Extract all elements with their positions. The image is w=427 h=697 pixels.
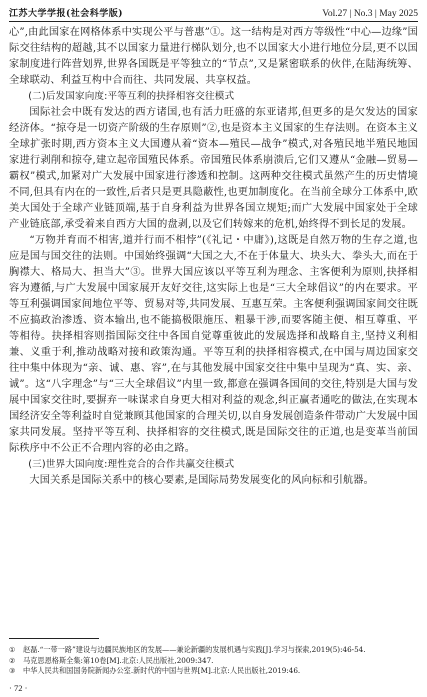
section-heading: (二)后发国家向度:平等互利的抉择相容交往模式: [28, 91, 235, 102]
footnote: [9, 666, 418, 677]
paragraph: 大国关系是国际关系中的核心要素,是国际局势发展变化的风向标和引航器。: [29, 475, 374, 486]
footnote: [9, 645, 418, 656]
paragraph: “万物并育而不相害,道并行而不相悖”(《礼记・中庸》),这既是自然万物的生存之道,也应是国与国交往的法则。中国始终强调“大国之大,不在于体量大、块头大、拳头大,而在于胸襟大、格局大、担当大”③。世界大国应该以平等互利为理念、主客便利为原则,抉择相容为遵循,与广大发展中国家展开友好交往,这实际上也是“三大全球倡议”的内在要求。平等互利强调国家间地位平等、贸易对等,共同发展、互惠互荣。主客便利强调国家间交往既不应搞政治渗透、资本输出,也不能搞极限施压、粗暴干涉,而要客随主便、相互尊重、平等相待。抉择相容则指国际交往中各国自觉尊重彼此的发展选择和战略自主,坚持义利相兼、义重于利,推动战略对接和政策沟通。平等互利的抉择相容模式,在中国与周边国家交往中集中体现为“亲、诚、惠、容”,在与其他发展中国家交往中集中呈现为“真、实、亲、诚”。这“八字理念”与“三大全球倡议”内里一致,都意在强调各国间的交往,特别是大国与发展中国家交往时,要摒弃一味谋求自身更大相对利益的观念,纠正赢者通吃的做法,在实现本国经济安全等利益时自觉兼顾其他国家的合理关切,以自身发展创造条件带动广大发展中国家共同发展。坚持平等互利、抉择相容的交往模式,既是国际交往的正道,也是变革当前国际秩序中不公正不合理内容的必由之路。: [9, 235, 418, 454]
journal-title: 江苏大学学报(社会科学版): [9, 9, 124, 19]
section-heading: (三)世界大国向度:理性竞合的合作共赢交往模式: [28, 459, 235, 470]
article-body: [9, 25, 418, 489]
page-number: · 72 ·: [9, 683, 28, 693]
footnote-mark: ③: [9, 666, 16, 675]
footnote-text: 马克思恩格斯全集:第10卷[M].北京:人民出版社,2009:347.: [23, 655, 214, 665]
running-header: [9, 6, 418, 20]
footnote-text: 中华人民共和国国务院新闻办公室.新时代的中国与世界[M].北京:人民出版社,2019:46.: [23, 666, 301, 675]
footnotes: [9, 645, 418, 677]
issue-info: Vol.27 | No.3 | May 2025: [322, 9, 418, 19]
footnote-mark: ①: [9, 645, 16, 654]
footnote: [9, 656, 418, 667]
footnote-text: 赵磊.“一带一路”建设与边疆民族地区的发展——兼论新疆的发展机遇与实践[J].学习与探索,2019(5):46-54.: [23, 645, 366, 654]
header-rule: [9, 21, 418, 22]
footnote-rule: [9, 638, 99, 639]
paragraph: 心”,由此国家在网格体系中实现公平与普惠”①。这一结构是对西方等级性“中心—边缘”国际交往结构的超越,其不以国家力量进行梯队划分,也不以国家大小进行地位分层,更不以国家制度进行阵营划界,世界各国既是平等独立的“节点”,又是紧密联系的伙伴,在陆海统筹、全球联动、利益互构中合而往、共同发展、共享权益。: [9, 27, 418, 86]
footnote-mark: ②: [9, 655, 16, 665]
paragraph: 国际社会中既有发达的西方诸国,也有活力旺盛的东亚诸邦,但更多的是欠发达的国家经济体。“掠夺是一切资产阶级的生存原则”②,也是资本主义国家的生存法则。在资本主义全球扩张时期,西方资本主义大国遵从着“资本—殖民—战争”模式,对各殖民地半殖民地国家进行剥削和掠夺,建立起帝国殖民体系。帝国殖民体系崩溃后,它们又遵从“金融—贸易—霸权”模式,加紧对广大发展中国家进行渗透和控制。这两种交往模式虽然产生的历史情境不同,但具有内在的一致性,后者只是更具隐蔽性,也更加制度化。在当前全球分工体系中,欧美大国处于全球产业链顶端,基于自身利益为世界各国立规矩;而广大发展中国家处于全球产业链底部,承受着来自西方大国的盘剥,以及它们转嫁来的危机,始终得不到长足的发展。: [9, 107, 418, 230]
